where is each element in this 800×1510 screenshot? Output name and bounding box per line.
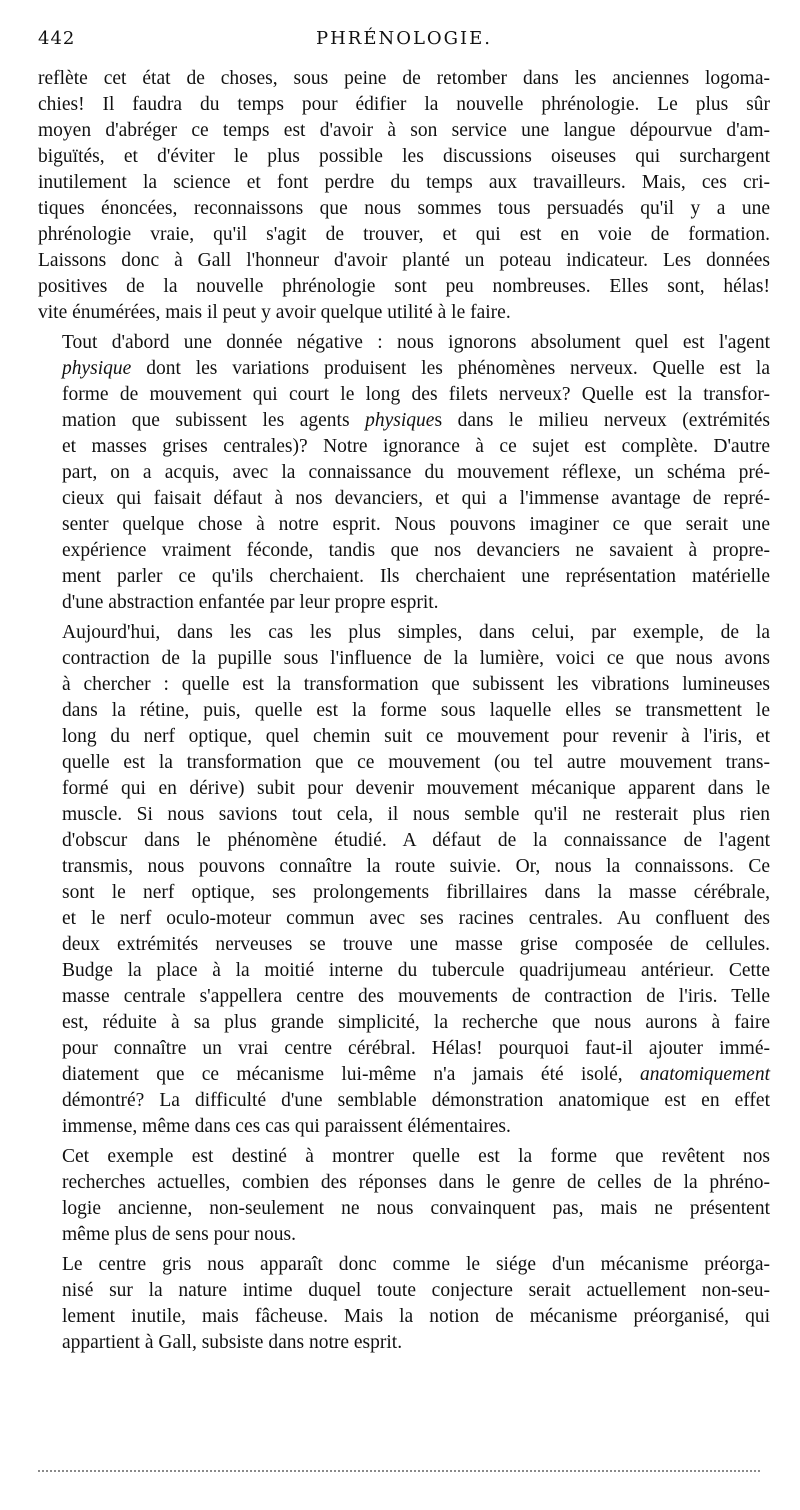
text-line: masse centrale s'appellera centre des mouvements de contraction de l'iris. Telle xyxy=(62,986,770,1007)
text-line: formé qui en dérive) subit pour devenir mouvement mécanique apparent dans le xyxy=(62,778,770,799)
text-line: biguïtés, et d'éviter le plus possible les discussions oiseuses qui surchargent xyxy=(38,146,770,167)
text-line: nisé sur la nature intime duquel toute conjecture serait actuellement non-seu- xyxy=(62,1280,770,1301)
text-line: physique dont les variations produisent les phénomènes nerveux. Quelle est la xyxy=(62,358,770,379)
text-line: chies! Il faudra du temps pour édifier la nouvelle phrénologie. Le plus sûr xyxy=(38,94,770,115)
text-line: d'obscur dans le phénomène étudié. A défaut de la connaissance de l'agent xyxy=(62,830,770,851)
text-line: deux extrémités nerveuses se trouve une masse grise composée de cellules. xyxy=(62,934,770,955)
paragraph xyxy=(38,330,770,616)
text-line: Laissons donc à Gall l'honneur d'avoir planté un poteau indicateur. Les données xyxy=(38,250,770,271)
text-line: positives de la nouvelle phrénologie sont peu nombreuses. Elles sont, hélas! xyxy=(38,276,770,297)
text-line: ment parler ce qu'ils cherchaient. Ils cherchaient une représentation matérielle xyxy=(62,566,770,587)
italic-word: anatomiquement xyxy=(640,1064,770,1085)
text-line: sont le nerf optique, ses prolongements fibrillaires dans la masse cérébrale, xyxy=(62,882,770,903)
paragraph xyxy=(38,1144,770,1248)
text-line: transmis, nous pouvons connaître la route suivie. Or, nous la connaissons. Ce xyxy=(62,856,770,877)
text-line: senter quelque chose à notre esprit. Nous pouvons imaginer ce que serait une xyxy=(62,514,770,535)
text-line: est, réduite à sa plus grande simplicité, la recherche que nous aurons à faire xyxy=(62,1012,770,1033)
text-line: et masses grises centrales)? Notre ignorance à ce sujet est complète. D'autre xyxy=(62,436,770,457)
text-line: Le centre gris nous apparaît donc comme le siége d'un mécanisme préorga- xyxy=(62,1254,770,1275)
paragraph xyxy=(38,620,770,1140)
text-line: appartient à Gall, subsiste dans notre esprit. xyxy=(62,1332,403,1353)
text-line: recherches actuelles, combien des réponses dans le genre de celles de la phréno- xyxy=(62,1172,770,1193)
text-line: phrénologie vraie, qu'il s'agit de trouver, et qui est en voie de formation. xyxy=(38,224,770,245)
text-line: forme de mouvement qui court le long des filets nerveux? Quelle est la transfor- xyxy=(62,384,770,405)
text-line: mation que subissent les agents physiques dans le milieu nerveux (extrémités xyxy=(62,410,770,431)
text-line: lement inutile, mais fâcheuse. Mais la notion de mécanisme préorganisé, qui xyxy=(62,1306,770,1327)
running-head xyxy=(38,28,770,54)
text-line: démontré? La difficulté d'une semblable démonstration anatomique est en effet xyxy=(62,1090,770,1111)
text-line: Cet exemple est destiné à montrer quelle est la forme que revêtent nos xyxy=(62,1146,770,1167)
paragraph xyxy=(38,1252,770,1356)
text-line: dans la rétine, puis, quelle est la forme sous laquelle elles se transmettent le xyxy=(62,700,770,721)
page-number: 442 xyxy=(38,28,76,49)
text-line: diatement que ce mécanisme lui-même n'a jamais été isolé, anatomiquement xyxy=(62,1064,770,1085)
text-line: vite énumérées, mais il peut y avoir quelque utilité à le faire. xyxy=(38,302,511,323)
text-line: moyen d'abréger ce temps est d'avoir à son service une langue dépourvue d'am- xyxy=(38,120,770,141)
text-line: expérience vraiment féconde, tandis que nos devanciers ne savaient à propre- xyxy=(62,540,770,561)
italic-word: physique xyxy=(365,410,435,431)
running-title: PHRÉNOLOGIE. xyxy=(315,28,493,49)
text-line: d'une abstraction enfantée par leur propre esprit. xyxy=(62,592,439,613)
text-line: pour connaître un vrai centre cérébral. Hélas! pourquoi faut-il ajouter immé- xyxy=(62,1038,770,1059)
body-text xyxy=(38,66,770,1360)
text-line: contraction de la pupille sous l'influence de la lumière, voici ce que nous avons xyxy=(62,648,770,669)
italic-word: physique xyxy=(62,358,132,379)
text-line: Tout d'abord une donnée négative : nous ignorons absolument quel est l'agent xyxy=(62,332,770,353)
text-line: et le nerf oculo-moteur commun avec ses racines centrales. Au confluent des xyxy=(62,908,770,929)
text-line: tiques énoncées, reconnaissons que nous sommes tous persuadés qu'il y a une xyxy=(38,198,770,219)
text-line: part, on a acquis, avec la connaissance du mouvement réflexe, un schéma pré- xyxy=(62,462,770,483)
paragraph xyxy=(38,66,770,326)
text-line: même plus de sens pour nous. xyxy=(62,1224,296,1245)
text-line: inutilement la science et font perdre du temps aux travailleurs. Mais, ces cri- xyxy=(38,172,770,193)
text-line: logie ancienne, non-seulement ne nous convainquent pas, mais ne présentent xyxy=(62,1198,770,1219)
text-line: Budge la place à la moitié interne du tubercule quadrijumeau antérieur. Cette xyxy=(62,960,770,981)
text-line: immense, même dans ces cas qui paraissent élémentaires. xyxy=(62,1116,511,1137)
text-line: Aujourd'hui, dans les cas les plus simples, dans celui, par exemple, de la xyxy=(62,622,770,643)
text-line: reflète cet état de choses, sous peine de retomber dans les anciennes logoma- xyxy=(38,68,770,89)
text-line: cieux qui faisait défaut à nos devanciers, et qui a l'immense avantage de repré- xyxy=(62,488,770,509)
text-line: long du nerf optique, quel chemin suit ce mouvement pour revenir à l'iris, et xyxy=(62,726,770,747)
text-line: quelle est la transformation que ce mouvement (ou tel autre mouvement trans- xyxy=(62,752,770,773)
footer-rule xyxy=(38,1470,760,1472)
text-line: muscle. Si nous savions tout cela, il nous semble qu'il ne resterait plus rien xyxy=(62,804,770,825)
text-line: à chercher : quelle est la transformation que subissent les vibrations lumineuses xyxy=(62,674,770,695)
